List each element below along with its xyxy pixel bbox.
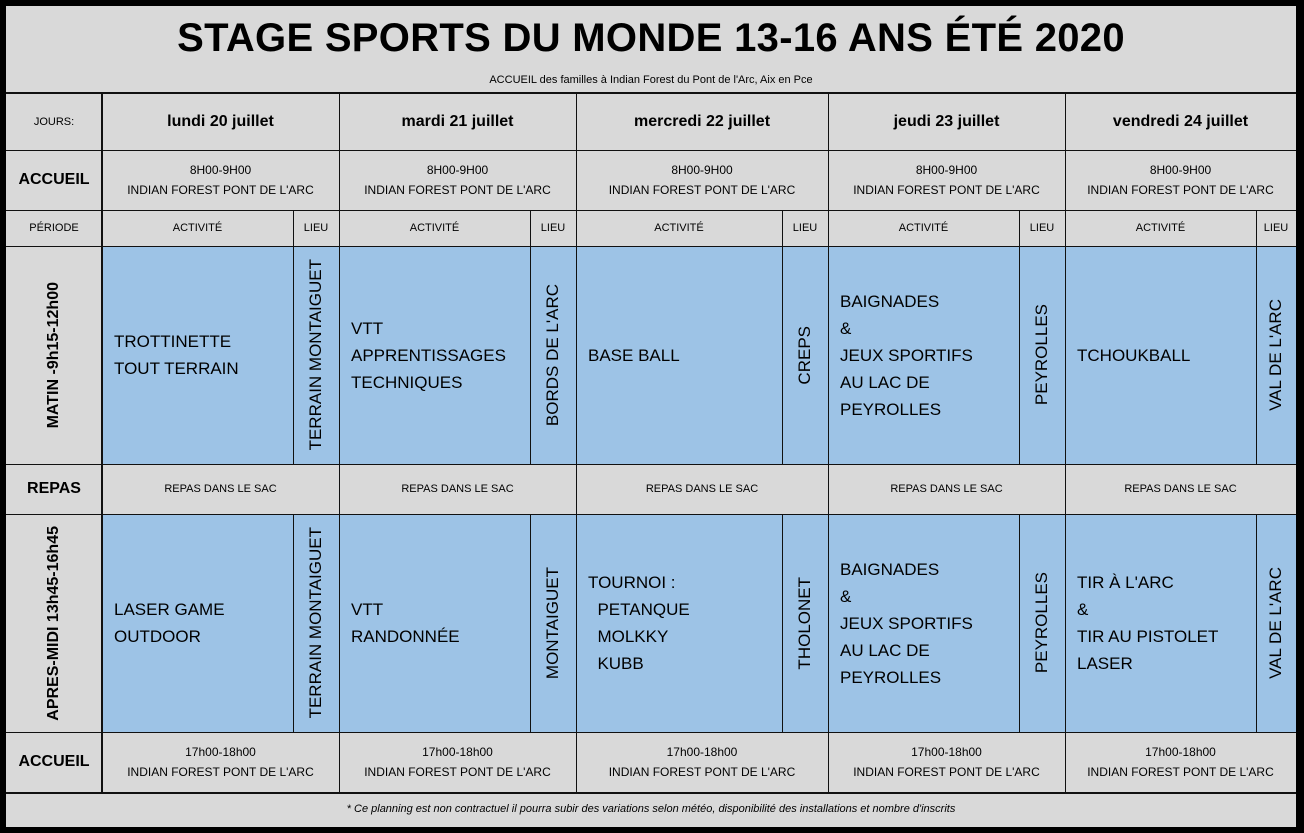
apres-midi-lieu [1019,514,1065,732]
accueil-cell [576,150,828,210]
grid-hline [6,514,1296,515]
grid-vline [293,210,294,464]
page-subtitle: ACCUEIL des familles à Indian Forest du Pont de l'Arc, Aix en Pce [489,74,813,86]
matin-activity [828,246,1019,464]
apres-midi-lieu [530,514,576,732]
accueil-place: INDIAN FOREST PONT DE L'ARC [127,183,314,197]
grid-hline [6,150,1296,151]
apres-midi-activity [1065,514,1256,732]
matin-label-text: MATIN -9h15-12h00 [45,281,62,429]
activity-line: OUTDOOR [114,627,201,646]
activity-line: & [1077,600,1089,619]
lieu-header: LIEU [792,222,818,234]
lieu-text: BORDS DE L'ARC [543,283,562,427]
grid-hline [6,792,1296,794]
accueil-soir-row-label: ACCUEIL [18,753,90,770]
grid-vline [1256,210,1257,464]
activity-line: VTT [351,318,384,338]
accueil-cell [828,150,1065,210]
activity-line: TCHOUKBALL [1077,345,1191,365]
accueil-place: INDIAN FOREST PONT DE L'ARC [364,183,551,197]
grid-vline [293,514,294,732]
apres-midi-lieu [782,514,828,732]
grid-vline [339,92,340,794]
depart-place: INDIAN FOREST PONT DE L'ARC [853,765,1040,779]
grid-hline [6,210,1296,211]
activity-line: AU LAC DE [840,640,930,660]
lieu-text: CREPS [795,325,814,385]
accueil-place: INDIAN FOREST PONT DE L'ARC [608,183,796,197]
activity-line: TIR AU PISTOLET [1077,627,1219,646]
grid-vline [828,92,829,794]
activity-line: VTT [351,600,384,619]
activity-line: AU LAC DE [840,372,930,392]
accueil-time: 8H00-9H00 [915,163,978,177]
depart-time: 17h00-18h00 [185,745,256,759]
jours-label: JOURS: [33,116,75,128]
lieu-header: LIEU [1263,222,1289,234]
activity-line: KUBB [588,654,644,673]
depart-time: 17h00-18h00 [911,745,982,759]
matin-activity [102,246,293,464]
activity-line: APPRENTISSAGES [351,345,506,365]
grid-vline [101,92,103,794]
apres-midi-row-label [6,514,102,732]
activity-line: BAIGNADES [840,559,940,579]
accueil-time: 8H00-9H00 [189,163,252,177]
activity-line: & [840,318,852,338]
activity-line: TIR À L'ARC [1077,573,1174,592]
activity-line: PEYROLLES [840,667,942,687]
lieu-text: TERRAIN MONTAIGUET [306,527,325,719]
grid-hline [6,92,1296,94]
repas-cell: REPAS DANS LE SAC [890,483,1003,495]
accueil-cell [339,150,576,210]
grid-vline [530,514,531,732]
matin-activity [576,246,782,464]
apres-midi-activity [339,514,530,732]
depart-time: 17h00-18h00 [666,745,738,759]
lieu-text: PEYROLLES [1032,304,1051,406]
accueil-time: 8H00-9H00 [671,163,733,177]
grid-vline [530,210,531,464]
depart-place: INDIAN FOREST PONT DE L'ARC [608,765,796,779]
depart-cell [339,732,576,792]
activity-line: PEYROLLES [840,399,942,419]
day-header: lundi 20 juillet [167,113,274,130]
grid-hline [6,464,1296,465]
grid-vline [1065,92,1066,794]
apres-midi-activity [828,514,1019,732]
accueil-cell [1065,150,1296,210]
day-header: mardi 21 juillet [401,113,514,130]
lieu-text: TERRAIN MONTAIGUET [306,259,325,451]
repas-cell: REPAS DANS LE SAC [1124,483,1237,495]
grid-hline [6,732,1296,733]
page-title: STAGE SPORTS DU MONDE 13-16 ANS ÉTÉ 2020 [177,15,1125,60]
lieu-text: VAL DE L'ARC [1266,299,1285,411]
accueil-cell [102,150,339,210]
matin-lieu [293,246,339,464]
schedule-sheet [6,6,1296,827]
lieu-header: LIEU [1029,222,1055,234]
matin-lieu [782,246,828,464]
matin-lieu [1019,246,1065,464]
depart-cell [576,732,828,792]
matin-activity [1065,246,1256,464]
accueil-time: 8H00-9H00 [426,163,489,177]
activity-line: MOLKKY [588,627,669,646]
activite-header: ACTIVITÉ [898,222,949,234]
lieu-header: LIEU [303,222,329,234]
activite-header: ACTIVITÉ [654,222,704,234]
depart-place: INDIAN FOREST PONT DE L'ARC [127,765,314,779]
lieu-text: PEYROLLES [1032,572,1051,674]
grid-hline [6,246,1296,247]
depart-time: 17h00-18h00 [422,745,493,759]
activite-header: ACTIVITÉ [409,222,460,234]
accueil-place: INDIAN FOREST PONT DE L'ARC [853,183,1040,197]
activite-header: ACTIVITÉ [172,222,223,234]
repas-cell: REPAS DANS LE SAC [645,483,759,495]
apres-midi-activity [576,514,782,732]
day-header: mercredi 22 juillet [633,113,771,130]
depart-cell [1065,732,1296,792]
grid-vline [1019,210,1020,464]
matin-row-label [6,246,102,464]
activite-header: ACTIVITÉ [1135,222,1186,234]
grid-vline [1019,514,1020,732]
lieu-text: MONTAIGUET [543,566,562,680]
periode-label: PÉRIODE [29,222,79,234]
depart-cell [102,732,339,792]
activity-line: RANDONNÉE [351,627,460,646]
activity-line: LASER GAME [114,600,225,619]
activity-line: TOUT TERRAIN [114,359,239,378]
activity-line: JEUX SPORTIFS [840,613,973,633]
depart-cell [828,732,1065,792]
lieu-text: THOLONET [795,576,814,670]
grid-vline [1256,514,1257,732]
grid-vline [782,210,783,464]
depart-time: 17h00-18h00 [1145,745,1216,759]
apres-midi-label-text: APRES-MIDI 13h45-16h45 [45,525,62,721]
accueil-place: INDIAN FOREST PONT DE L'ARC [1087,183,1274,197]
repas-row-label: REPAS [27,480,81,497]
accueil-row-label: ACCUEIL [18,171,90,188]
day-header: jeudi 23 juillet [893,113,1000,130]
apres-midi-lieu [293,514,339,732]
depart-place: INDIAN FOREST PONT DE L'ARC [1087,765,1274,779]
accueil-time: 8H00-9H00 [1149,163,1212,177]
matin-lieu [530,246,576,464]
matin-lieu [1256,246,1296,464]
depart-place: INDIAN FOREST PONT DE L'ARC [364,765,551,779]
grid-vline [576,92,577,794]
activity-line: & [840,586,852,606]
apres-midi-activity [102,514,293,732]
lieu-header: LIEU [540,222,566,234]
activity-line: TOURNOI : [588,573,676,592]
lieu-text: VAL DE L'ARC [1266,567,1285,679]
activity-line: LASER [1077,654,1133,673]
activity-line: TECHNIQUES [351,372,463,392]
grid-vline [782,514,783,732]
apres-midi-lieu [1256,514,1296,732]
footnote: * Ce planning est non contractuel il pourra subir des variations selon météo, disponibilité des installations et nombre d'inscrits [346,803,956,815]
repas-cell: REPAS DANS LE SAC [164,483,277,495]
matin-activity [339,246,530,464]
repas-cell: REPAS DANS LE SAC [401,483,514,495]
activity-line: PETANQUE [588,600,690,619]
activity-line: BAIGNADES [840,291,940,311]
activity-line: BASE BALL [588,345,680,365]
activity-line: JEUX SPORTIFS [840,345,973,365]
activity-line: TROTTINETTE [114,332,232,351]
day-header: vendredi 24 juillet [1112,113,1249,130]
